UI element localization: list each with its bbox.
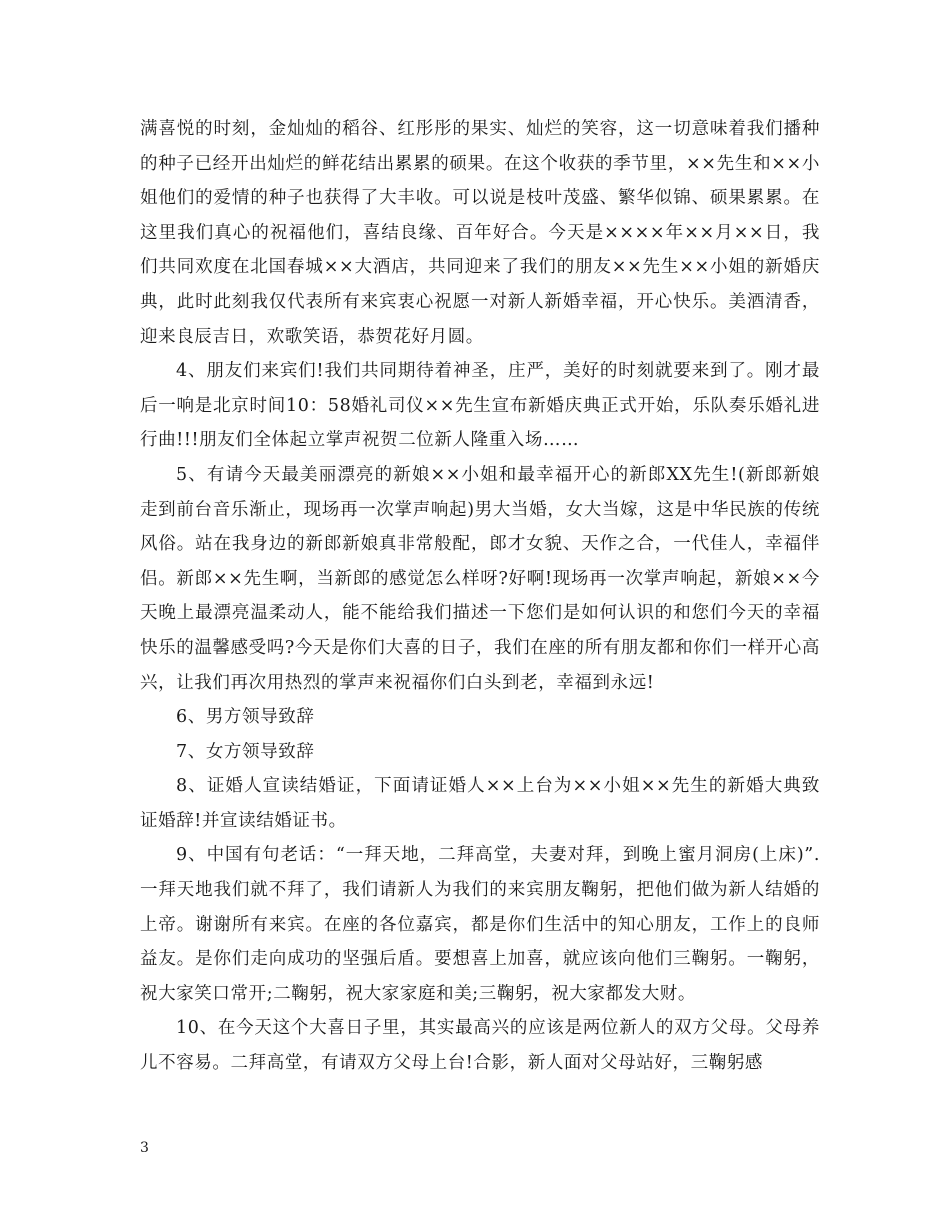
paragraph-item-9: 9、中国有句老话：“一拜天地，二拜高堂，夫妻对拜，到晚上蜜月洞房(上床)”.一拜天地我们就不拜了，我们请新人为我们的来宾朋友鞠躬，把他们做为新人结婚的上帝。谢谢所有来宾。在座的各位嘉宾，都是你们生活中的知心朋友，工作上的良师益友。是你们走向成功的坚强后盾。要想喜上加喜，就应该向他们三鞠躬。一鞠躬，祝大家笑口常开;二鞠躬，祝大家家庭和美;三鞠躬，祝大家都发大财。 [140,845,820,1004]
document-body [140,112,820,1081]
paragraph-item-8: 8、证婚人宣读结婚证，下面请证婚人××上台为××小姐××先生的新婚大典致证婚辞!并宣读结婚证书。 [140,776,820,831]
paragraph-item-6: 6、男方领导致辞 [176,707,315,728]
paragraph-item-4: 4、朋友们来宾们!我们共同期待着神圣，庄严，美好的时刻就要来到了。刚才最后一响是北京时间10：58婚礼司仪××先生宣布新婚庆典正式开始，乐队奏乐婚礼进行曲!!!朋友们全体起立掌声祝贺二位新人隆重入场…… [140,361,820,451]
paragraph-item-10: 10、在今天这个大喜日子里，其实最高兴的应该是两位新人的双方父母。父母养儿不容易。二拜高堂，有请双方父母上台!合影，新人面对父母站好，三鞠躬感 [140,1018,820,1074]
paragraph-item-7: 7、女方领导致辞 [176,741,315,762]
paragraph-item-5: 5、有请今天最美丽漂亮的新娘××小姐和最幸福开心的新郎XX先生!(新郎新娘走到前台音乐渐止，现场再一次掌声响起)男大当婚，女大当嫁，这是中华民族的传统风俗。站在我身边的新郎新娘真非常般配，郎才女貌、天作之合，一代佳人，幸福伴侣。新郎××先生啊，当新郎的感觉怎么样呀?好啊!现场再一次掌声响起，新娘××今天晚上最漂亮温柔动人，能不能给我们描述一下您们是如何认识的和您们今天的幸福快乐的温馨感受吗?今天是你们大喜的日子，我们在座的所有朋友都和你们一样开心高兴，让我们再次用热烈的掌声来祝福你们白头到老，幸福到永远! [140,464,820,693]
paragraph-continuation: 满喜悦的时刻，金灿灿的稻谷、红彤彤的果实、灿烂的笑容，这一切意味着我们播种的种子已经开出灿烂的鲜花结出累累的硕果。在这个收获的季节里，××先生和××小姐他们的爱情的种子也获得了大丰收。可以说是枝叶茂盛、繁华似锦、硕果累累。在这里我们真心的祝福他们，喜结良缘、百年好合。今天是××××年××月××日，我们共同欢度在北国春城××大酒店，共同迎来了我们的朋友××先生××小姐的新婚庆典，此时此刻我仅代表所有来宾衷心祝愿一对新人新婚幸福，开心快乐。美酒清香，迎来良辰吉日，欢歌笑语，恭贺花好月圆。 [140,119,820,347]
page-number: 3 [140,1140,149,1156]
